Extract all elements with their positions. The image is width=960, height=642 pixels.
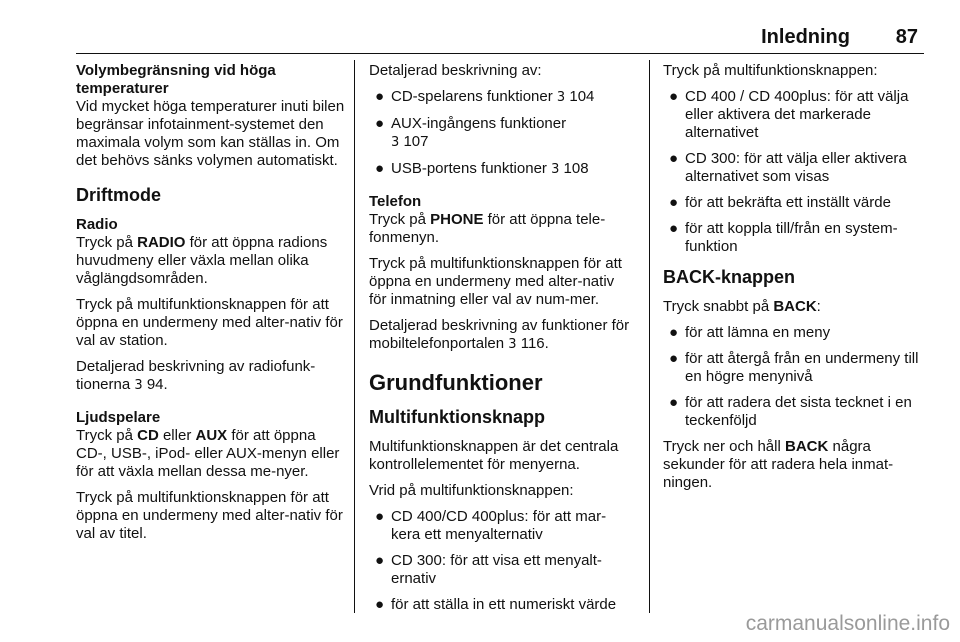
bullet-icon: ●	[669, 194, 679, 211]
text-run: några sekunder för att radera hela inmat-ningen.	[663, 438, 894, 491]
text-run: eller	[158, 427, 196, 444]
page-ref-arrow-icon: 3	[551, 162, 560, 177]
text-run: Tryck snabbt på	[663, 298, 774, 315]
text-run: CD 400/CD 400plus: för att mar-kera ett menyalternativ	[391, 508, 607, 543]
page-title: Inledning	[761, 26, 850, 48]
text-run: för att koppla till/från en system-funktion	[685, 220, 898, 255]
text-run: Tryck på	[76, 427, 138, 444]
bullet-icon: ●	[375, 160, 385, 177]
page-ref: 116.	[516, 335, 549, 352]
telefon-paragraph-2: Tryck på multifunktionsknappen för att öppna en undermeny med alter-nativ för inmatning eller val av num-mer.	[369, 255, 622, 308]
volume-limit-heading: Volymbegränsning vid höga temperaturer	[76, 62, 276, 97]
text-run: Detaljerad beskrivning av funktioner för mobiltelefonportalen	[369, 317, 630, 352]
back-key: BACK	[785, 438, 829, 455]
page-ref: 104	[565, 88, 595, 105]
bullet-icon: ●	[669, 324, 679, 341]
ljudspelare-paragraph-2: Tryck på multifunktionsknappen för att öppna en undermeny med alter-nativ för val av titel.	[76, 489, 343, 542]
tryck-list	[663, 88, 927, 256]
text-run: AUX-ingångens funktioner	[391, 115, 567, 132]
text-run: USB-portens funktioner	[391, 160, 552, 177]
bullet-icon: ●	[669, 220, 679, 237]
text-run: för att öppna CD-, USB-, iPod- eller AUX-menyn eller för att växla mellan dessa me-nyer.	[76, 427, 340, 480]
aux-key: AUX	[195, 427, 228, 444]
list-item	[663, 150, 927, 186]
page-number: 87	[895, 26, 918, 48]
text-run: för att öppna tele-fonmenyn.	[369, 211, 606, 246]
text-run: Tryck på	[76, 234, 138, 251]
page-ref-arrow-icon: 3	[391, 135, 400, 150]
bullet-icon: ●	[375, 552, 385, 569]
page-ref: 107	[399, 133, 429, 150]
telefon-paragraph-1	[369, 211, 633, 247]
text-run: för att lämna en meny	[685, 324, 831, 341]
text-run: CD 300: för att välja eller aktivera alternativet som visas	[685, 150, 907, 185]
column-divider-2	[649, 60, 650, 613]
ljudspelare-paragraph-1	[76, 427, 350, 481]
column-divider-1	[354, 60, 355, 613]
details-list	[369, 88, 633, 179]
multifunktionsknapp-heading: Multifunktionsknapp	[369, 407, 545, 427]
list-item	[369, 88, 633, 107]
multi-paragraph-1: Multifunktionsknappen är det centrala kontrollelementet för menyerna.	[369, 438, 619, 473]
list-item	[369, 115, 633, 152]
list-item	[369, 160, 633, 179]
column-1	[76, 62, 350, 551]
bullet-icon: ●	[375, 508, 385, 525]
cd-key: CD	[137, 427, 159, 444]
radio-paragraph-3	[76, 358, 350, 395]
phone-key: PHONE	[430, 211, 484, 228]
radio-paragraph-2: Tryck på multifunktionsknappen för att öppna en undermeny med alter-nativ för val av station.	[76, 296, 343, 349]
column-3	[663, 62, 927, 500]
multi-paragraph-2: Vrid på multifunktionsknappen:	[369, 482, 574, 499]
text-run: Detaljerad beskrivning av radiofunk-tionerna	[76, 358, 316, 393]
tryck-intro: Tryck på multifunktionsknappen:	[663, 62, 878, 79]
bullet-icon: ●	[375, 88, 385, 105]
list-item	[369, 596, 633, 614]
list-item	[663, 324, 927, 342]
text-run: Tryck ner och håll	[663, 438, 785, 455]
radio-paragraph-1	[76, 234, 350, 288]
text-run: CD-spelarens funktioner	[391, 88, 557, 105]
volume-limit-text: Vid mycket höga temperaturer inuti bilen begränsar infotainment-systemet den maximala volym som kan ställas in. Om det behövs sänks volymen automatiskt.	[76, 98, 345, 169]
page-ref: 94.	[142, 376, 168, 393]
list-item	[663, 394, 927, 430]
bullet-icon: ●	[669, 350, 679, 367]
watermark: carmanualsonline.info	[745, 612, 950, 635]
list-item	[663, 194, 927, 212]
radio-key: RADIO	[137, 234, 186, 251]
page-ref: 108	[559, 160, 589, 177]
details-intro: Detaljerad beskrivning av:	[369, 62, 542, 79]
text-run: :	[816, 298, 821, 315]
list-item	[369, 552, 633, 588]
driftmode-heading: Driftmode	[76, 185, 161, 205]
radio-heading: Radio	[76, 216, 118, 233]
list-item	[369, 508, 633, 544]
text-run: för att radera det sista tecknet i en teckenföljd	[685, 394, 912, 429]
bullet-icon: ●	[375, 596, 385, 613]
back-key: BACK	[773, 298, 817, 315]
telefon-paragraph-3	[369, 317, 633, 354]
bullet-icon: ●	[669, 394, 679, 411]
bullet-icon: ●	[375, 115, 385, 132]
list-item	[663, 220, 927, 256]
grundfunktioner-heading: Grundfunktioner	[369, 370, 543, 395]
text-run: för att återgå från en undermeny till en högre menynivå	[685, 350, 919, 385]
back-list	[663, 324, 927, 430]
page-ref-arrow-icon: 3	[508, 337, 517, 352]
text-run: CD 300: för att visa ett menyalt-ernativ	[391, 552, 602, 587]
bullet-icon: ●	[669, 150, 679, 167]
page-header	[76, 26, 924, 50]
bullet-icon: ●	[669, 88, 679, 105]
vrid-list	[369, 508, 633, 614]
back-heading: BACK-knappen	[663, 267, 796, 287]
back-paragraph	[663, 438, 927, 492]
telefon-heading: Telefon	[369, 193, 422, 210]
page-ref-arrow-icon: 3	[134, 378, 143, 393]
list-item	[663, 350, 927, 386]
header-rule	[76, 53, 924, 54]
text-run: CD 400 / CD 400plus: för att välja eller aktivera det markerade alternativet	[685, 88, 909, 141]
column-2	[369, 62, 633, 622]
ljudspelare-heading: Ljudspelare	[76, 409, 161, 426]
list-item	[663, 88, 927, 142]
text-run: för att ställa in ett numeriskt värde	[391, 596, 617, 613]
text-run: för att bekräfta ett inställt värde	[685, 194, 891, 211]
page-ref-arrow-icon: 3	[556, 90, 566, 105]
text-run: för att öppna radions huvudmeny eller växla mellan olika våglängdsområden.	[76, 234, 328, 287]
back-intro	[663, 298, 927, 316]
text-run: Tryck på	[369, 211, 431, 228]
